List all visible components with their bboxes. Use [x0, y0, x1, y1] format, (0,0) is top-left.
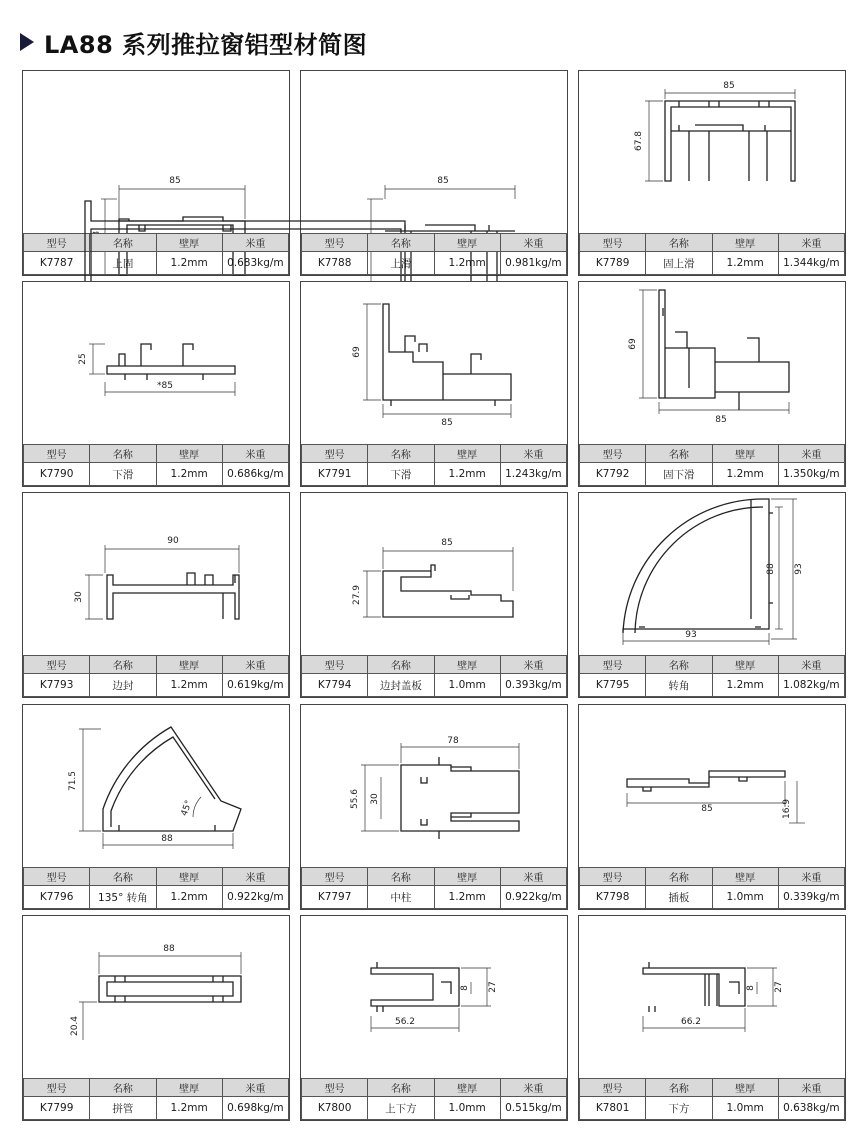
dimension-label: 8	[746, 985, 756, 991]
spec-header: 型号	[24, 868, 90, 886]
dimension-label: 88	[161, 834, 173, 844]
wall-thickness-cell: 1.2mm	[712, 463, 778, 486]
model-cell: K7795	[580, 674, 646, 697]
profile-drawing	[579, 282, 845, 444]
spec-header: 型号	[302, 234, 368, 252]
page-title: LA88 系列推拉窗铝型材简图	[44, 30, 368, 59]
spec-header: 壁厚	[712, 1079, 778, 1097]
spec-header: 壁厚	[712, 234, 778, 252]
name-cell: 中柱	[368, 886, 434, 909]
spec-header: 米重	[500, 445, 566, 463]
spec-header: 壁厚	[434, 868, 500, 886]
name-cell: 下滑	[90, 463, 156, 486]
spec-header: 型号	[580, 445, 646, 463]
spec-header: 名称	[368, 445, 434, 463]
dimension-label: 45°	[179, 799, 195, 818]
spec-table	[579, 655, 845, 697]
spec-header: 壁厚	[156, 234, 222, 252]
dimension-label: 55.6	[350, 788, 360, 810]
spec-header: 米重	[500, 656, 566, 674]
name-cell: 135° 转角	[90, 886, 156, 909]
dimension-label: 27	[488, 981, 498, 993]
spec-header: 壁厚	[712, 445, 778, 463]
wall-thickness-cell: 1.0mm	[712, 1097, 778, 1120]
spec-header: 米重	[222, 445, 288, 463]
profile-card	[22, 70, 290, 276]
spec-header: 米重	[500, 1079, 566, 1097]
spec-header: 米重	[778, 868, 844, 886]
spec-table	[301, 233, 567, 275]
dimension-label: 30	[370, 793, 380, 805]
name-cell: 上下方	[368, 1097, 434, 1120]
spec-header: 壁厚	[156, 868, 222, 886]
dimension-label: 27	[774, 981, 784, 993]
spec-header: 名称	[646, 1079, 712, 1097]
profile-drawing	[579, 493, 845, 655]
spec-table	[301, 655, 567, 697]
profile-cross-section	[23, 282, 289, 444]
meter-weight-cell: 0.619kg/m	[222, 674, 288, 697]
model-cell: K7792	[580, 463, 646, 486]
wall-thickness-cell: 1.0mm	[434, 674, 500, 697]
model-cell: K7799	[24, 1097, 90, 1120]
spec-table	[301, 867, 567, 909]
spec-header: 名称	[646, 445, 712, 463]
spec-table	[23, 444, 289, 486]
meter-weight-cell: 0.683kg/m	[222, 252, 288, 275]
profile-drawing	[23, 282, 289, 444]
spec-header: 名称	[646, 868, 712, 886]
profile-drawing	[579, 705, 845, 867]
dimension-label: 93	[794, 563, 804, 575]
profile-card	[300, 492, 568, 698]
profile-cross-section	[301, 916, 567, 1078]
spec-header: 型号	[24, 1079, 90, 1097]
model-cell: K7796	[24, 886, 90, 909]
profile-drawing	[23, 493, 289, 655]
spec-header: 型号	[302, 445, 368, 463]
name-cell: 插板	[646, 886, 712, 909]
profile-drawing	[301, 705, 567, 867]
name-cell: 下方	[646, 1097, 712, 1120]
profile-card	[22, 281, 290, 487]
spec-header: 米重	[500, 868, 566, 886]
dimension-label: 69	[628, 338, 638, 350]
model-cell: K7800	[302, 1097, 368, 1120]
wall-thickness-cell: 1.0mm	[712, 886, 778, 909]
wall-thickness-cell: 1.2mm	[712, 674, 778, 697]
spec-header: 名称	[90, 445, 156, 463]
profile-card	[300, 281, 568, 487]
meter-weight-cell: 0.981kg/m	[500, 252, 566, 275]
meter-weight-cell: 0.515kg/m	[500, 1097, 566, 1120]
name-cell: 拼管	[90, 1097, 156, 1120]
profile-drawing	[23, 705, 289, 867]
name-cell: 下滑	[368, 463, 434, 486]
profile-card	[578, 915, 846, 1121]
profile-cross-section	[23, 71, 289, 233]
profile-drawing	[301, 916, 567, 1078]
meter-weight-cell: 0.922kg/m	[222, 886, 288, 909]
dimension-label: 90	[167, 536, 179, 546]
dimension-label: 88	[766, 563, 776, 575]
model-cell: K7801	[580, 1097, 646, 1120]
dimension-label: 67.8	[634, 130, 644, 152]
wall-thickness-cell: 1.2mm	[434, 252, 500, 275]
name-cell: 转角	[646, 674, 712, 697]
spec-table	[23, 233, 289, 275]
dimension-label: 85	[723, 81, 735, 91]
dimension-label: 56.2	[394, 1017, 416, 1027]
profile-cross-section	[579, 705, 845, 867]
spec-header: 壁厚	[156, 1079, 222, 1097]
wall-thickness-cell: 1.2mm	[156, 252, 222, 275]
spec-header: 米重	[778, 656, 844, 674]
dimension-label: 30	[74, 591, 84, 603]
model-cell: K7787	[24, 252, 90, 275]
dimension-label: 85	[441, 418, 453, 428]
spec-header: 型号	[302, 1079, 368, 1097]
wall-thickness-cell: 1.2mm	[156, 886, 222, 909]
meter-weight-cell: 1.082kg/m	[778, 674, 844, 697]
dimension-label: 16.9	[782, 798, 792, 820]
dimension-label: 20.4	[70, 1015, 80, 1037]
spec-header: 名称	[90, 234, 156, 252]
spec-table	[579, 444, 845, 486]
spec-table	[23, 655, 289, 697]
spec-table	[301, 1078, 567, 1120]
spec-header: 型号	[580, 868, 646, 886]
meter-weight-cell: 0.686kg/m	[222, 463, 288, 486]
profile-cross-section	[23, 493, 289, 655]
profile-drawing	[301, 282, 567, 444]
profile-card	[300, 915, 568, 1121]
spec-header: 型号	[24, 445, 90, 463]
spec-header: 米重	[778, 445, 844, 463]
spec-header: 型号	[24, 234, 90, 252]
dimension-label: 85	[169, 176, 181, 186]
model-cell: K7798	[580, 886, 646, 909]
dimension-label: 25	[78, 353, 88, 365]
dimension-label: *85	[157, 381, 173, 391]
spec-header: 名称	[90, 656, 156, 674]
dimension-label: 66.2	[680, 1017, 702, 1027]
model-cell: K7791	[302, 463, 368, 486]
spec-header: 壁厚	[156, 445, 222, 463]
profile-cross-section	[23, 916, 289, 1078]
spec-header: 名称	[368, 656, 434, 674]
spec-table	[579, 233, 845, 275]
spec-header: 米重	[500, 234, 566, 252]
spec-header: 壁厚	[434, 656, 500, 674]
profile-drawing	[301, 71, 567, 233]
model-cell: K7789	[580, 252, 646, 275]
meter-weight-cell: 0.922kg/m	[500, 886, 566, 909]
dimension-label: 8	[460, 985, 470, 991]
spec-header: 名称	[368, 234, 434, 252]
meter-weight-cell: 0.698kg/m	[222, 1097, 288, 1120]
wall-thickness-cell: 1.0mm	[434, 1097, 500, 1120]
spec-table	[23, 1078, 289, 1120]
spec-header: 米重	[222, 234, 288, 252]
spec-header: 型号	[302, 656, 368, 674]
spec-header: 型号	[580, 656, 646, 674]
meter-weight-cell: 0.393kg/m	[500, 674, 566, 697]
spec-header: 型号	[302, 868, 368, 886]
spec-header: 型号	[24, 656, 90, 674]
spec-table	[579, 867, 845, 909]
arrow-bullet-icon	[20, 33, 34, 51]
spec-table	[301, 444, 567, 486]
spec-header: 壁厚	[434, 234, 500, 252]
page-header	[14, 26, 367, 58]
profile-card	[578, 281, 846, 487]
profile-drawing	[23, 71, 289, 233]
spec-header: 壁厚	[434, 1079, 500, 1097]
dimension-label: 27.9	[352, 584, 362, 606]
spec-header: 名称	[646, 234, 712, 252]
meter-weight-cell: 1.344kg/m	[778, 252, 844, 275]
model-cell: K7790	[24, 463, 90, 486]
name-cell: 边封盖板	[368, 674, 434, 697]
spec-header: 名称	[368, 868, 434, 886]
model-cell: K7794	[302, 674, 368, 697]
wall-thickness-cell: 1.2mm	[434, 463, 500, 486]
wall-thickness-cell: 1.2mm	[156, 674, 222, 697]
profile-cross-section	[579, 916, 845, 1078]
spec-table	[579, 1078, 845, 1120]
profile-card	[22, 915, 290, 1121]
model-cell: K7797	[302, 886, 368, 909]
dimension-label: 88	[163, 944, 175, 954]
spec-header: 壁厚	[156, 656, 222, 674]
spec-header: 型号	[580, 1079, 646, 1097]
dimension-label: 93	[685, 630, 697, 640]
dimension-label: 78	[447, 736, 459, 746]
dimension-label: 85	[437, 176, 449, 186]
profile-card	[22, 492, 290, 698]
profile-cross-section	[579, 71, 845, 233]
spec-header: 米重	[222, 868, 288, 886]
meter-weight-cell: 1.243kg/m	[500, 463, 566, 486]
dimension-label: 85	[701, 804, 713, 814]
profile-card	[22, 704, 290, 910]
profile-cross-section	[301, 493, 567, 655]
profile-drawing	[579, 71, 845, 233]
wall-thickness-cell: 1.2mm	[712, 252, 778, 275]
profile-cross-section	[301, 705, 567, 867]
meter-weight-cell: 0.339kg/m	[778, 886, 844, 909]
spec-header: 米重	[778, 1079, 844, 1097]
meter-weight-cell: 1.350kg/m	[778, 463, 844, 486]
profile-card	[578, 492, 846, 698]
name-cell: 上滑	[368, 252, 434, 275]
wall-thickness-cell: 1.2mm	[156, 463, 222, 486]
spec-table	[23, 867, 289, 909]
spec-header: 米重	[222, 1079, 288, 1097]
profile-drawing	[579, 916, 845, 1078]
name-cell: 边封	[90, 674, 156, 697]
model-cell: K7788	[302, 252, 368, 275]
profile-cross-section	[301, 282, 567, 444]
profile-card	[300, 704, 568, 910]
wall-thickness-cell: 1.2mm	[434, 886, 500, 909]
spec-header: 米重	[222, 656, 288, 674]
profile-cross-section	[579, 282, 845, 444]
spec-header: 型号	[580, 234, 646, 252]
profile-drawing	[23, 916, 289, 1078]
spec-header: 米重	[778, 234, 844, 252]
spec-header: 壁厚	[712, 868, 778, 886]
name-cell: 固上滑	[646, 252, 712, 275]
name-cell: 固下滑	[646, 463, 712, 486]
dimension-label: 69	[352, 346, 362, 358]
profile-cross-section	[301, 71, 567, 233]
wall-thickness-cell: 1.2mm	[156, 1097, 222, 1120]
profile-cross-section	[23, 705, 289, 867]
dimension-label: 71.5	[68, 770, 78, 792]
spec-header: 壁厚	[434, 445, 500, 463]
profile-card	[578, 704, 846, 910]
spec-header: 壁厚	[712, 656, 778, 674]
spec-header: 名称	[90, 1079, 156, 1097]
spec-header: 名称	[646, 656, 712, 674]
profile-card	[578, 70, 846, 276]
name-cell: 上固	[90, 252, 156, 275]
meter-weight-cell: 0.638kg/m	[778, 1097, 844, 1120]
profile-cross-section	[579, 493, 845, 655]
profile-drawing	[301, 493, 567, 655]
spec-header: 名称	[368, 1079, 434, 1097]
dimension-label: 85	[715, 415, 727, 425]
spec-header: 名称	[90, 868, 156, 886]
profile-card	[300, 70, 568, 276]
model-cell: K7793	[24, 674, 90, 697]
dimension-label: 85	[441, 538, 453, 548]
